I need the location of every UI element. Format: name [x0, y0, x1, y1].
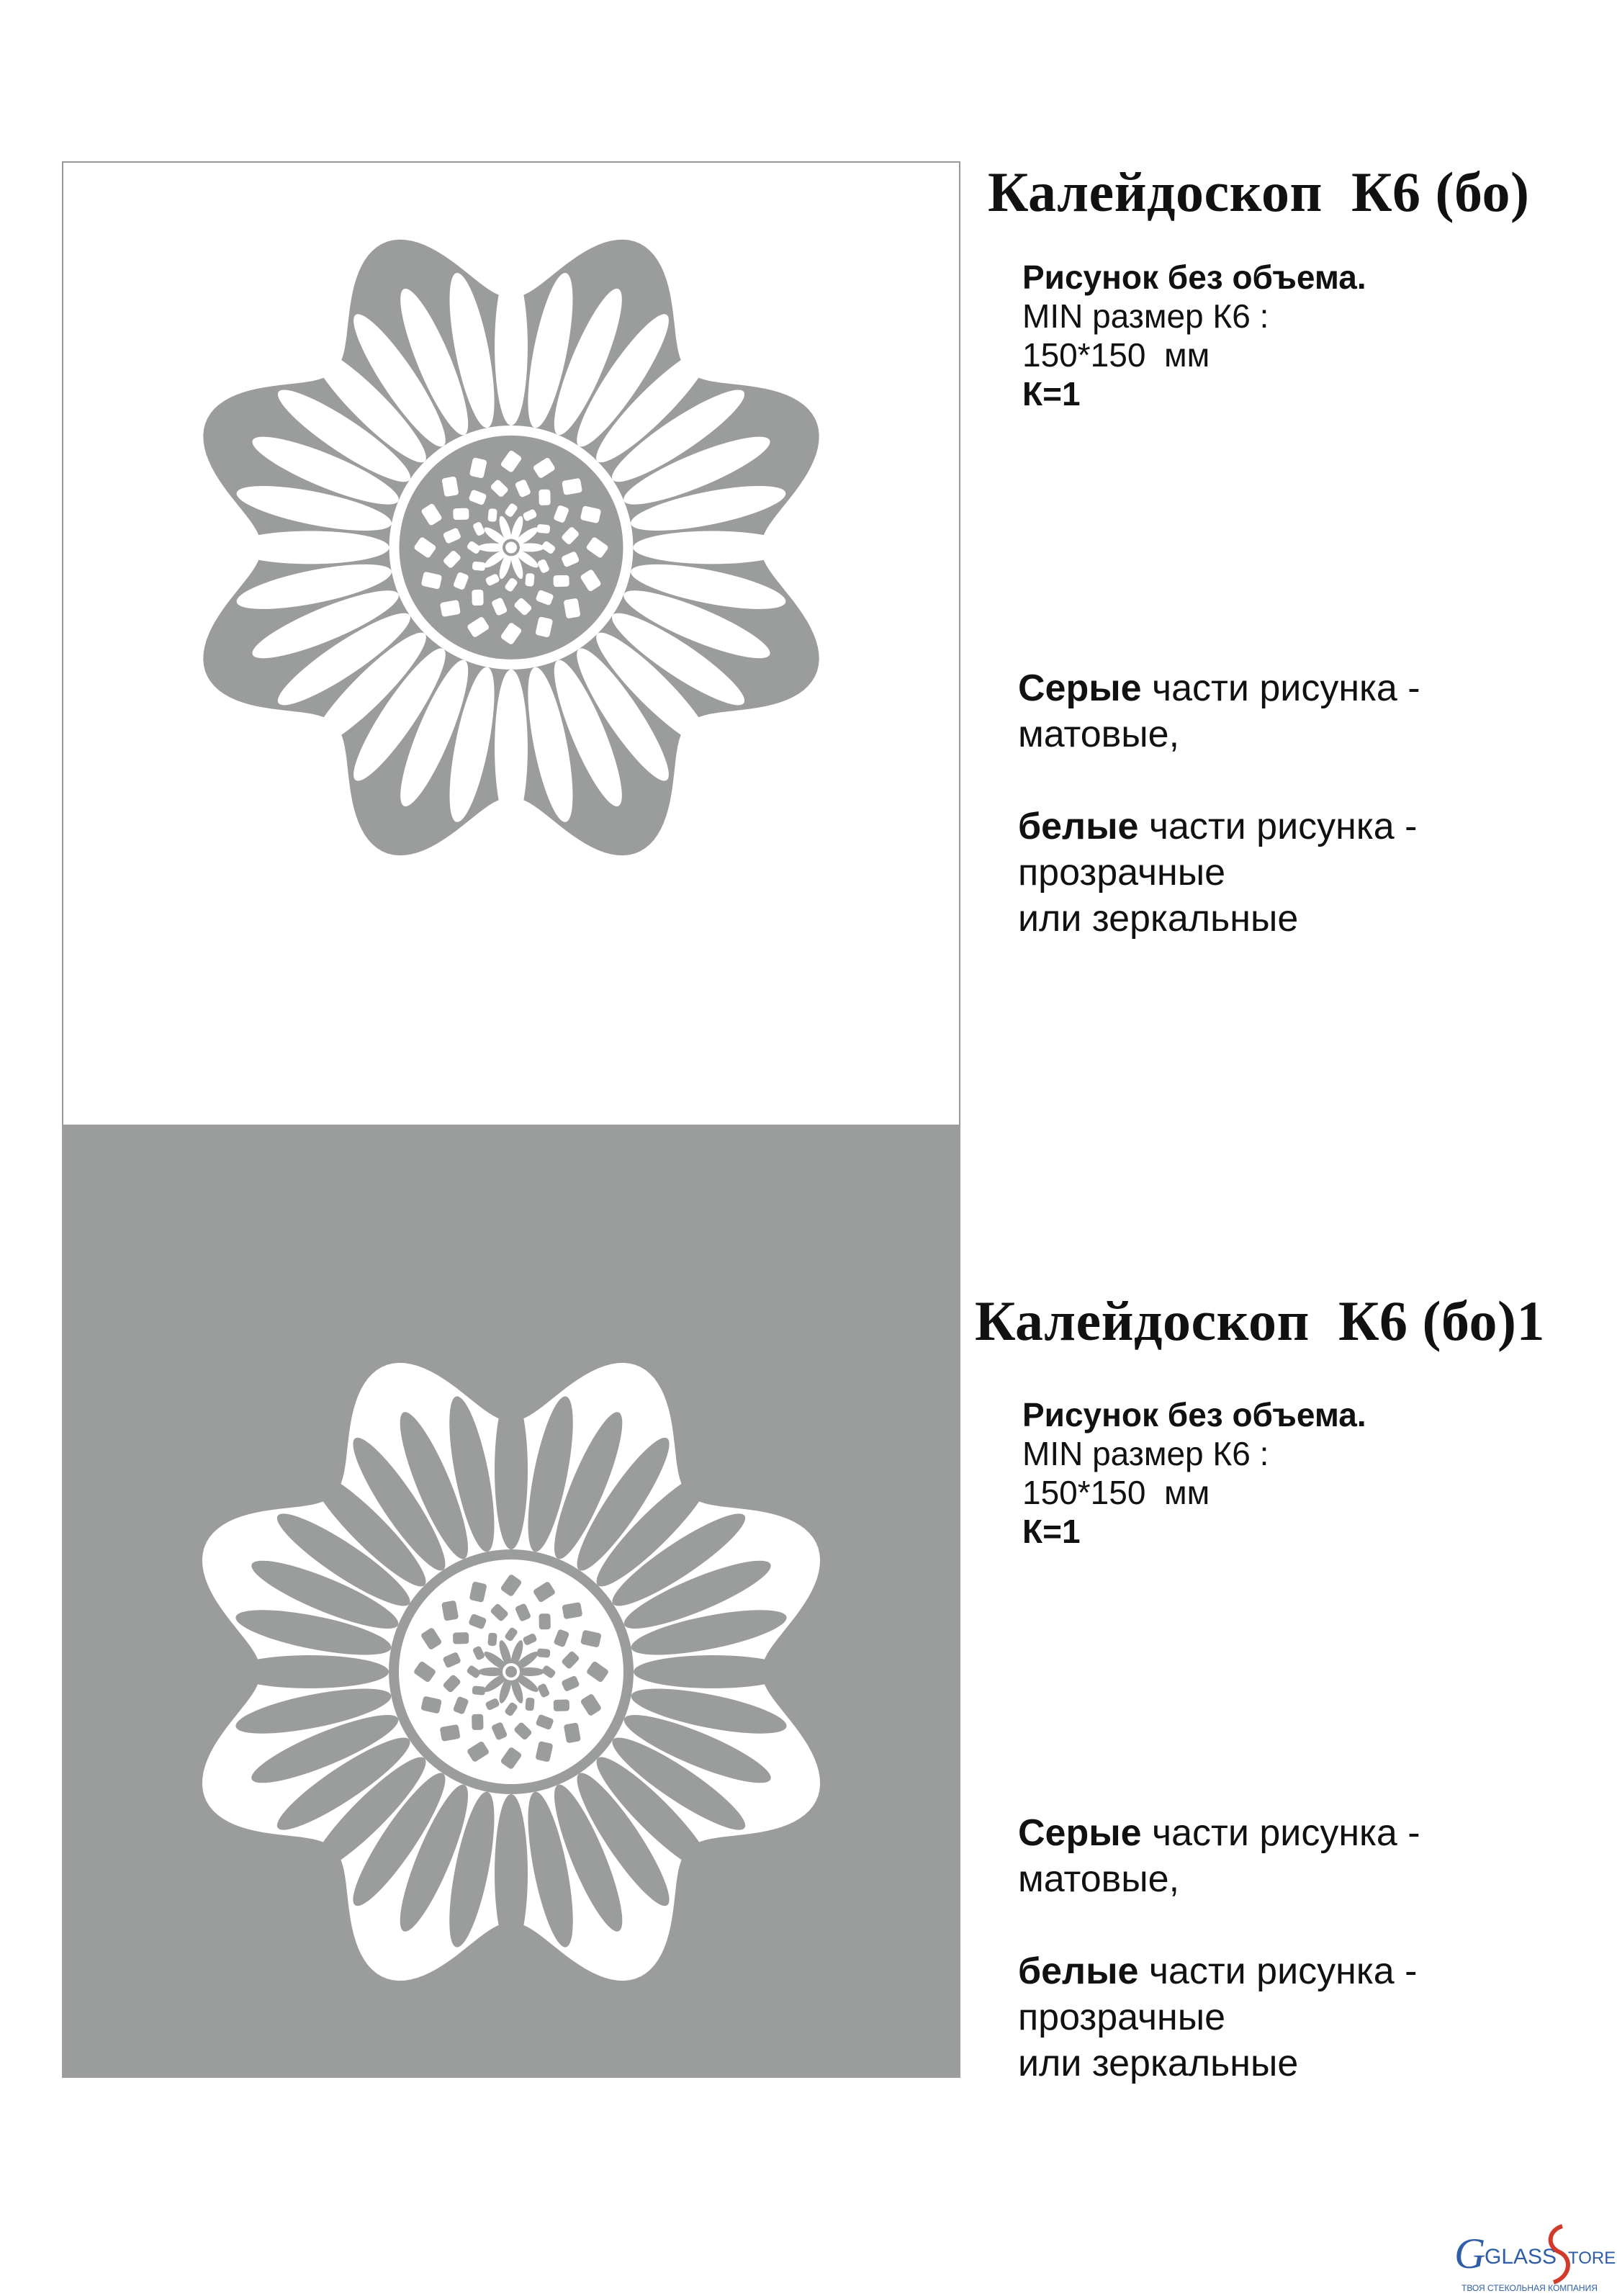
- medallion-weave-shape: [472, 1714, 483, 1730]
- rosette-petal: [495, 1391, 528, 1549]
- medallion-weave-cell: [536, 524, 550, 534]
- medallion-weave-cell: [525, 1698, 535, 1711]
- note-grey-line: [1018, 1810, 1420, 1856]
- kaleidoscope-pattern-bottom: [62, 1125, 960, 2078]
- note-grey-bold: Серые: [1018, 1812, 1142, 1854]
- info-line-volume: Рисунок без объема.: [1022, 258, 1366, 296]
- rosette-petal-shape: [634, 1655, 792, 1688]
- rosette-petal: [495, 268, 528, 426]
- center-dot: [505, 1666, 517, 1678]
- info-block-top: [1022, 258, 1366, 413]
- notes-block-top: [1018, 665, 1420, 942]
- medallion-weave-cell: [539, 490, 550, 505]
- medallion-weave-shape: [554, 1699, 569, 1711]
- info-line-dimensions: 150*150 мм: [1022, 1474, 1210, 1511]
- section-title-top: Калейдоскоп К6 (бо): [988, 161, 1530, 223]
- medallion-weave-shape: [525, 573, 534, 587]
- note-white-bold: белые: [1018, 806, 1139, 847]
- info-line-coefficient: К=1: [1022, 1513, 1081, 1550]
- note-white-line: [1018, 803, 1420, 850]
- medallion-weave-shape: [472, 590, 483, 605]
- logo-letter-g: G: [1454, 2230, 1486, 2277]
- logo-text-glass: GLASS: [1485, 2245, 1557, 2269]
- rosette-petal-shape: [495, 268, 528, 426]
- medallion-weave-shape: [453, 1632, 469, 1644]
- note-white-line3: или зеркальные: [1018, 898, 1299, 940]
- rosette-petal: [495, 1794, 528, 1953]
- logo-text-store: TORE: [1568, 2248, 1616, 2268]
- info-line-dimensions: 150*150 мм: [1022, 336, 1210, 374]
- note-white-line2: прозрачные: [1018, 1996, 1226, 2038]
- note-grey-rest: части рисунка -: [1141, 1812, 1420, 1854]
- medallion-weave-shape: [525, 1698, 535, 1711]
- rosette-petal-shape: [495, 670, 528, 827]
- rosette-petal-shape: [495, 1391, 528, 1549]
- medallion-weave-shape: [536, 524, 550, 534]
- section-title-bottom: Калейдоскоп К6 (бо)1: [975, 1289, 1545, 1352]
- logo-tagline: ТВОЯ СТЕКОЛЬНАЯ КОМПАНИЯ: [1461, 2283, 1598, 2293]
- rosette-petal-shape: [633, 531, 791, 564]
- medallion-weave-shape: [487, 1632, 497, 1646]
- note-grey-line2: матовые,: [1018, 713, 1180, 755]
- medallion-weave-cell: [472, 1685, 485, 1696]
- rosette-petal-shape: [231, 531, 389, 564]
- medallion-weave-cell: [472, 562, 486, 571]
- medallion-weave-shape: [472, 562, 486, 571]
- rosette-petal-shape: [230, 1655, 389, 1688]
- glass-store-logo: [1447, 2216, 1617, 2296]
- note-white-line3: или зеркальные: [1018, 2043, 1299, 2084]
- medallion-weave-cell: [472, 590, 483, 605]
- rosette-petal-shape: [495, 1794, 528, 1953]
- medallion-weave-shape: [487, 508, 497, 522]
- note-white-bold: белые: [1018, 1950, 1139, 1992]
- medallion-weave-cell: [525, 573, 534, 587]
- note-grey-line2: матовые,: [1018, 1858, 1180, 1900]
- medallion-weave-shape: [539, 1613, 550, 1629]
- medallion-weave-cell: [487, 508, 497, 522]
- kaleidoscope-pattern-top: [63, 163, 959, 1125]
- medallion-weave-cell: [539, 1613, 550, 1629]
- info-line-min-size: MIN размер К6 :: [1022, 1435, 1269, 1472]
- notes-block-bottom: [1018, 1810, 1420, 2086]
- note-white-rest: части рисунка -: [1138, 806, 1418, 847]
- medallion-weave-shape: [472, 1685, 485, 1696]
- medallion-weave-cell: [537, 1648, 551, 1658]
- info-line-coefficient: К=1: [1022, 375, 1081, 413]
- note-white-line2: прозрачные: [1018, 852, 1226, 893]
- pattern-panel-bottom: [62, 1125, 960, 2078]
- note-white-rest: части рисунка -: [1138, 1950, 1418, 1992]
- note-grey-rest: части рисунка -: [1141, 667, 1420, 709]
- medallion-weave-shape: [539, 490, 550, 505]
- rosette-petal: [230, 1655, 389, 1688]
- medallion-weave-cell: [553, 575, 569, 587]
- rosette-petal: [231, 531, 389, 564]
- rosette-petal: [633, 531, 791, 564]
- rosette-petal: [634, 1655, 792, 1688]
- medallion-weave-cell: [453, 508, 469, 520]
- info-line-volume: Рисунок без объема.: [1022, 1396, 1366, 1433]
- medallion-weave-cell: [554, 1699, 569, 1711]
- info-line-min-size: MIN размер К6 :: [1022, 297, 1269, 335]
- medallion-weave-cell: [487, 1632, 497, 1646]
- medallion-weave-cell: [453, 1632, 469, 1644]
- note-grey-bold: Серые: [1018, 667, 1142, 709]
- center-dot: [505, 541, 517, 553]
- info-block-bottom: [1022, 1395, 1366, 1551]
- medallion-weave-shape: [553, 575, 569, 587]
- pattern-panel-top: [62, 161, 960, 1125]
- medallion-weave-shape: [453, 508, 469, 520]
- rosette-petal: [495, 670, 528, 827]
- note-white-line: [1018, 1948, 1420, 1994]
- medallion-weave-cell: [472, 1714, 483, 1730]
- note-grey-line: [1018, 665, 1420, 711]
- medallion-weave-shape: [537, 1648, 551, 1658]
